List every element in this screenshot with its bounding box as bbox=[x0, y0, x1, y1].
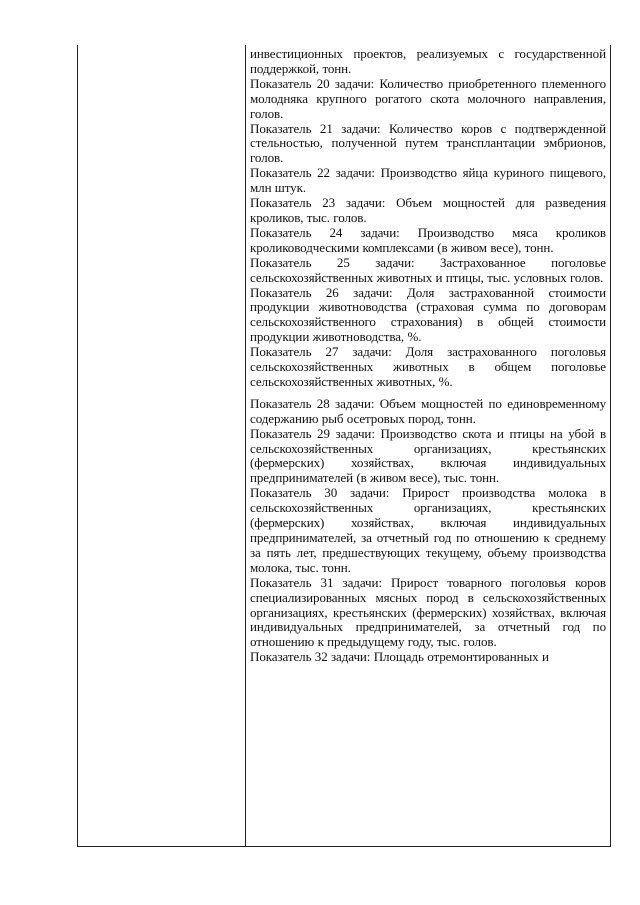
indicator-table bbox=[77, 45, 611, 847]
indicator-25: Показатель 25 задачи: Застрахованное поголовье сельскохозяйственных животных и птицы, тыс. условных голов. bbox=[250, 254, 606, 285]
indicators-cell bbox=[250, 47, 606, 665]
indicator-23: Показатель 23 задачи: Объем мощностей для разведения кроликов, тыс. голов. bbox=[250, 195, 606, 225]
paragraph-continuation: инвестиционных проектов, реализуемых с государственной поддержкой, тонн. bbox=[250, 46, 606, 76]
indicator-24: Показатель 24 задачи: Производство мяса кроликов кролиководческими комплексами (в живом весе), тонн. bbox=[250, 224, 606, 255]
column-divider bbox=[245, 45, 246, 846]
indicator-29: Показатель 29 задачи: Производство скота и птицы на убой в сельскохозяйственных организациях, крестьянских (фермерских) хозяйствах, включая индивидуальных предпринимателей (в живом весе), тыс. тонн. bbox=[250, 425, 606, 486]
indicator-22: Показатель 22 задачи: Производство яйца куриного пищевого, млн штук. bbox=[250, 165, 606, 196]
indicator-31: Показатель 31 задачи: Прирост товарного поголовья коров специализированных мясных пород в сельскохозяйственных организациях, крестьянских (фермерских) хозяйствах, включая индивидуальных предпринимателей, за отчетный год по отношению к предыдущему году, тыс. голов. bbox=[250, 574, 606, 650]
indicator-28: Показатель 28 задачи: Объем мощностей по единовременному содержанию рыб осетровых пород, тонн. bbox=[250, 395, 606, 426]
indicator-30: Показатель 30 задачи: Прирост производства молока в сельскохозяйственных организациях, крестьянских (фермерских) хозяйствах, включая индивидуальных предпринимателей, за отчетный год по отношению к среднему за пять лет, предшествующих текущему, объему производства молока, тыс. тонн. bbox=[250, 485, 606, 575]
indicator-32: Показатель 32 задачи: Площадь отремонтированных и bbox=[250, 649, 549, 665]
indicator-27: Показатель 27 задачи: Доля застрахованного поголовья сельскохозяйственных животных в общем поголовье сельскохозяйственных животных, %. bbox=[250, 344, 606, 389]
indicator-21: Показатель 21 задачи: Количество коров с подтвержденной стельностью, полученной путем трансплантации эмбрионов, голов. bbox=[250, 120, 606, 166]
indicator-20: Показатель 20 задачи: Количество приобретенного племенного молодняка крупного рогатого скота молочного направления, голов. bbox=[250, 75, 606, 121]
indicator-26: Показатель 26 задачи: Доля застрахованной стоимости продукции животноводства (страховая сумма по договорам сельскохозяйственного страхования) в общей стоимости продукции животноводства, %. bbox=[250, 284, 606, 345]
